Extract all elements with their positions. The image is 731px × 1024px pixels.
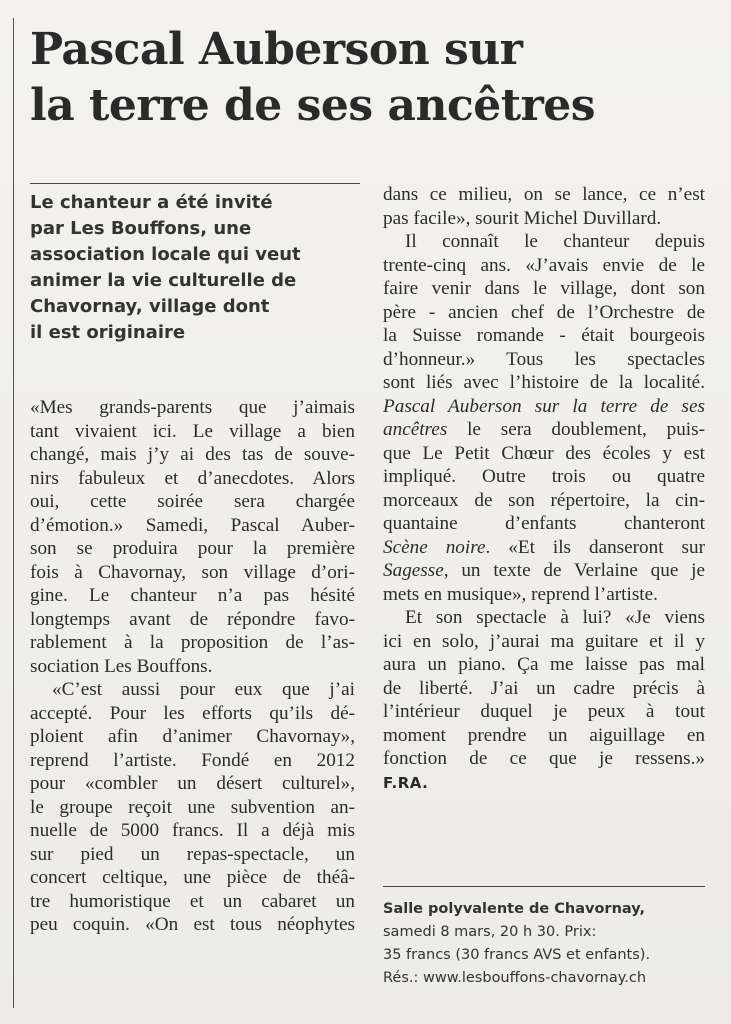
body-line: sociation Les Bouffons. [30, 655, 213, 677]
body-line: gine. Le chanteur n’a pas hésité [30, 585, 355, 606]
body-line: oui, cette soirée sera chargée [30, 491, 355, 512]
event-info-line: samedi 8 mars, 20 h 30. Prix: [383, 924, 597, 940]
title-italic: Scène noire [383, 536, 486, 558]
body-line: dans ce milieu, on se lance, ce n’est [383, 184, 705, 205]
lede-line: animer la vie culturelle de [30, 270, 297, 291]
body-line: faire venir dans le village, dont son [383, 278, 705, 299]
body-line: la Suisse romande - était bourgeois [383, 325, 705, 346]
body-fragment: le sera doublement, puis- [447, 419, 705, 440]
body-line: d’honneur.» Tous les spectacles [383, 348, 705, 370]
title-italic: Sagesse [383, 560, 444, 581]
body-line: que Le Petit Chœur des écoles y est [383, 442, 705, 464]
lede-line: par Les Bouffons, une [30, 218, 252, 239]
info-top-rule [383, 886, 705, 887]
event-info-box [383, 898, 705, 990]
body-line: accepté. Pour les efforts qu’ils dé- [30, 702, 355, 724]
body-line: ploient afin d’animer Chavornay», [30, 726, 355, 747]
body-line: père - ancien chef de l’Orchestre de [383, 301, 705, 323]
body-line: son se produira pour la première [30, 538, 355, 559]
lede-line: il est originaire [30, 322, 186, 343]
body-fragment: . «Et ils danseront sur [485, 536, 705, 558]
body-line: reprend l’artiste. Fondé en 2012 [30, 749, 355, 771]
byline: F.RA. [383, 773, 429, 792]
title-italic: ancêtres [383, 419, 448, 440]
article-column-2 [383, 183, 705, 795]
body-line: nirs fabuleux et d’anecdotes. Alors [30, 467, 355, 489]
body-line: pour «combler un désert culturel», [30, 773, 355, 794]
body-line: «Mes grands-parents que j’aimais [30, 397, 355, 418]
body-line: morceaux de son répertoire, la cin- [383, 489, 705, 511]
body-line: Et son spectacle à lui? «Je viens [405, 607, 705, 628]
title-italic: Pascal Auberson sur la terre de ses [383, 395, 705, 417]
body-line [383, 559, 705, 583]
lede-line: Chavornay, village dont [30, 296, 270, 317]
body-line: aura un piano. Ça me laisse pas mal [383, 654, 705, 675]
body-line [383, 536, 705, 560]
event-info-line: Rés.: www.lesbouffons-chavornay.ch [383, 970, 647, 986]
column-divider [13, 18, 14, 1008]
body-line: rablement à la proposition de l’as- [30, 632, 355, 653]
body-line: d’émotion.» Samedi, Pascal Auber- [30, 514, 355, 536]
body-line [383, 395, 705, 419]
body-line: pas facile», sourit Michel Duvillard. [383, 207, 662, 229]
event-info-line: 35 francs (30 francs AVS et enfants). [383, 947, 651, 963]
article-lede [30, 190, 360, 346]
byline-line [383, 771, 705, 796]
body-line: impliqué. Outre trois ou quatre [383, 466, 705, 487]
body-line: l’intérieur duquel je peux à tout [383, 701, 705, 722]
body-line: changé, mais j’y ai des tas de souve- [30, 444, 355, 465]
body-line: fois à Chavornay, son village d’ori- [30, 561, 355, 583]
body-line: moment prendre un aiguillage en [383, 724, 705, 746]
headline-line: la terre de ses ancêtres [30, 80, 596, 131]
body-line: tant vivaient ici. Le village a bien [30, 420, 355, 442]
body-line: mets en musique», reprend l’artiste. [383, 583, 658, 605]
body-line: ici en solo, j’aurai ma guitare et il y [383, 630, 705, 652]
lede-line: association locale qui veut [30, 244, 301, 265]
headline-line: Pascal Auberson sur [30, 24, 523, 75]
body-line: quantaine d’enfants chanteront [383, 513, 705, 534]
lede-line: Le chanteur a été invité [30, 192, 273, 213]
body-line: nuelle de 5000 francs. Il a déjà mis [30, 820, 355, 841]
article-headline [30, 22, 710, 134]
article-column-1 [30, 396, 355, 937]
body-line: fonction de ce que je ressens.» [383, 748, 705, 769]
body-line: Il connaît le chanteur depuis [405, 231, 705, 252]
body-line: «C’est aussi pour eux que j’ai [52, 679, 355, 700]
body-line: sur pied un repas-spectacle, un [30, 843, 355, 865]
body-fragment: , un texte de Verlaine que je [443, 560, 705, 581]
body-line: tre humoristique et un cabaret un [30, 890, 355, 912]
body-line: sont liés avec l’histoire de la localité. [383, 372, 705, 393]
lede-top-rule [30, 183, 360, 184]
body-line: longtemps avant de répondre favo- [30, 608, 355, 630]
body-line: peu coquin. «On est tous néophytes [30, 914, 355, 935]
event-venue: Salle polyvalente de Chavornay, [383, 901, 646, 917]
body-line: concert celtique, une pièce de théâ- [30, 867, 355, 888]
body-line: le groupe reçoit une subvention an- [30, 796, 355, 818]
body-line [383, 418, 705, 442]
body-line: trente-cinq ans. «J’avais envie de le [383, 254, 705, 276]
body-line: de liberté. J’ai un cadre précis à [383, 677, 705, 699]
